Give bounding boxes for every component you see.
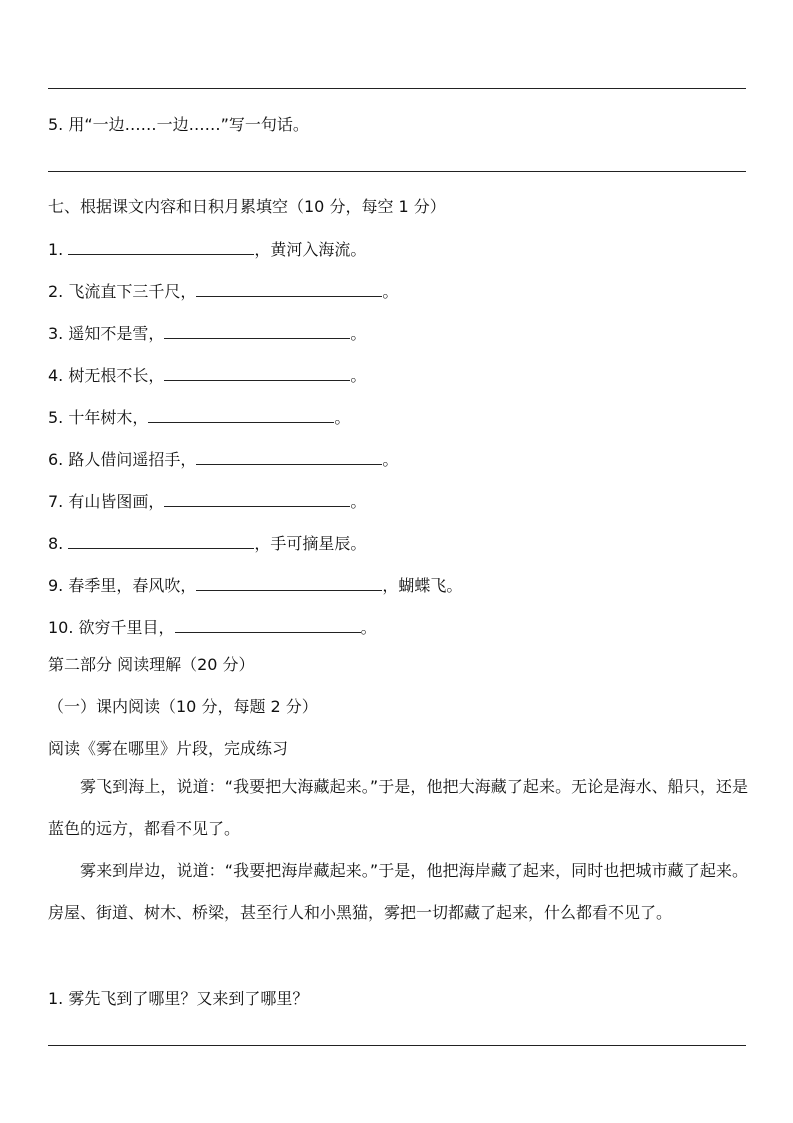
item-text: 。 (350, 492, 367, 511)
blank (148, 406, 334, 423)
fill-item-3 (48, 322, 366, 345)
item-number: 3. (48, 324, 64, 343)
blank (68, 532, 254, 549)
item-text: 树无根不长， (68, 366, 165, 385)
item-text: 飞流直下三千尺， (68, 282, 197, 301)
item-text: 欲穷千里目， (78, 618, 175, 637)
fill-item-10 (48, 616, 377, 639)
subsection-1-title: （一）课内阅读（10 分，每题 2 分） (48, 697, 318, 716)
item-text: 。 (350, 366, 367, 385)
section-7-title: 七、根据课文内容和日积月累填空（10 分，每空 1 分） (48, 197, 446, 216)
fill-item-1 (48, 238, 366, 261)
item-number: 7. (48, 492, 64, 511)
item-number: 4. (48, 366, 64, 385)
question-1: 1. 雾先飞到了哪里？又来到了哪里？ (48, 989, 309, 1008)
item-text: ，黄河入海流。 (254, 240, 367, 259)
item-text: 。 (382, 450, 399, 469)
item-number: 1. (48, 240, 64, 259)
reading-instruction: 阅读《雾在哪里》片段，完成练习 (48, 739, 289, 758)
item-number: 8. (48, 534, 64, 553)
fill-item-9 (48, 574, 462, 597)
blank (175, 616, 361, 633)
item-number: 2. (48, 282, 64, 301)
part-2-title: 第二部分 阅读理解（20 分） (48, 655, 255, 674)
item-number: 9. (48, 576, 64, 595)
item-number: 5. (48, 408, 64, 427)
blank (196, 448, 382, 465)
item-text: 。 (382, 282, 399, 301)
passage-paragraph: 雾来到岸边，说道：“我要把海岸藏起来。”于是，他把海岸藏了起来，同时也把城市藏了起来。房屋、街道、树木、桥梁，甚至行人和小黑猫，雾把一切都藏了起来，什么都看不见了。 (48, 861, 748, 922)
fill-item-4 (48, 364, 366, 387)
answer-line (48, 88, 746, 89)
item-text: 。 (360, 618, 377, 637)
fill-item-6 (48, 448, 398, 471)
item-number: 6. (48, 450, 64, 469)
item-text: ，蝴蝶飞。 (382, 576, 463, 595)
blank (196, 574, 382, 591)
passage-paragraph: 雾飞到海上，说道：“我要把大海藏起来。”于是，他把大海藏了起来。无论是海水、船只，还是蓝色的远方，都看不见了。 (48, 777, 748, 838)
blank (164, 490, 350, 507)
question-5: 5. 用“一边……一边……”写一句话。 (48, 115, 309, 134)
fill-item-5 (48, 406, 350, 429)
item-text: 遥知不是雪， (68, 324, 165, 343)
fill-item-2 (48, 280, 398, 303)
item-text: 。 (334, 408, 351, 427)
item-text: 路人借问遥招手， (68, 450, 197, 469)
item-text: 。 (350, 324, 367, 343)
item-text: 春季里，春风吹， (68, 576, 197, 595)
blank (196, 280, 382, 297)
item-text: 十年树木， (68, 408, 149, 427)
fill-item-8 (48, 532, 366, 555)
item-number: 10. (48, 618, 74, 637)
fill-item-7 (48, 490, 366, 513)
item-text: 有山皆图画， (68, 492, 165, 511)
reading-passage (48, 766, 748, 934)
answer-line (48, 171, 746, 172)
blank (164, 322, 350, 339)
blank (164, 364, 350, 381)
answer-line (48, 1045, 746, 1046)
blank (68, 238, 254, 255)
item-text: ，手可摘星辰。 (254, 534, 367, 553)
